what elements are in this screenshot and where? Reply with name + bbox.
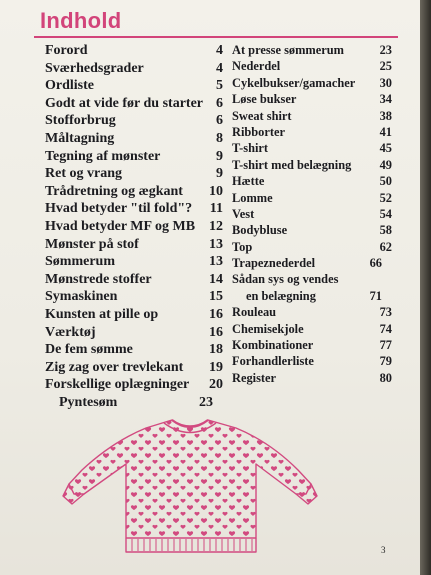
toc-entry-page: 45	[379, 141, 392, 156]
toc-entry	[232, 173, 392, 189]
toc-entry	[45, 60, 223, 78]
toc-entry-page: 5	[216, 78, 223, 94]
toc-entry-label: Ret og vrang	[45, 166, 122, 182]
toc-entry-label: Forord	[45, 43, 88, 58]
toc-entry	[45, 288, 223, 306]
toc-entry-page: 16	[209, 324, 223, 340]
toc-entry-label: Ordliste	[45, 78, 94, 94]
toc-entry-label: Rouleau	[232, 305, 277, 320]
toc-entry-label: De fem sømme	[45, 342, 133, 358]
toc-entry	[45, 341, 223, 359]
toc-entry-label: Lomme	[232, 190, 273, 205]
toc-entry	[232, 157, 392, 173]
toc-entry	[232, 239, 392, 255]
toc-entry-page: 38	[379, 108, 392, 123]
toc-entry-label: Tegning af mønster	[45, 148, 161, 164]
toc-entry-page: 15	[209, 289, 223, 305]
toc-entry-page: 66	[369, 256, 382, 271]
toc-entry	[232, 140, 392, 156]
toc-entry-label: Sweat shirt	[232, 108, 292, 123]
toc-entry-page: 34	[379, 92, 392, 107]
toc-entry-page: 25	[379, 59, 392, 74]
toc-entry	[232, 42, 392, 58]
toc-entry-page: 6	[216, 113, 223, 129]
toc-entry-page: 58	[379, 223, 392, 238]
toc-entry	[232, 288, 392, 304]
toc-entry-page: 9	[216, 166, 223, 182]
toc-entry-label: Ribborter	[232, 124, 285, 139]
toc-entry-label: Hvad betyder "til fold"?	[45, 201, 193, 217]
toc-entry	[232, 321, 392, 337]
toc-entry	[45, 183, 223, 201]
toc-entry-label: Zig zag over trevlekant	[45, 359, 184, 375]
toc-entry-page: 13	[209, 254, 223, 270]
toc-entry-label: Sværhedsgrader	[45, 60, 144, 76]
toc-entry-label: Chemisekjole	[232, 321, 304, 336]
sweater-outline	[63, 420, 317, 552]
toc-entry-page: 23	[199, 394, 213, 410]
toc-entry-label: Mønster på stof	[45, 236, 139, 252]
toc-entry	[45, 165, 223, 183]
toc-entry	[232, 75, 392, 91]
toc-entry	[232, 304, 392, 320]
toc-entry-label: en belægning	[246, 288, 316, 303]
toc-entry-page: 49	[379, 157, 392, 172]
toc-entry	[232, 190, 392, 206]
toc-entry	[45, 306, 223, 324]
toc-entry	[232, 58, 392, 74]
toc-entry-label: Trådretning og ægkant	[45, 183, 183, 199]
toc-entry	[45, 376, 223, 394]
toc-entry-label: Symaskinen	[45, 289, 118, 305]
toc-entry-label: Forskellige oplægninger	[45, 377, 190, 393]
toc-entry-page: 50	[379, 174, 392, 189]
toc-entry-label: Værktøj	[45, 324, 96, 340]
toc-entry-page: 77	[379, 338, 392, 353]
page-number: 3	[381, 545, 386, 555]
toc-entry	[232, 108, 392, 124]
book-spine-shadow	[420, 0, 431, 575]
toc-entry-label: At presse sømmerum	[232, 43, 344, 57]
toc-entry	[45, 359, 223, 377]
toc-entry	[232, 353, 392, 369]
toc-entry-label: Bodybluse	[232, 223, 288, 238]
toc-entry-label: Trapeznederdel	[232, 256, 316, 271]
toc-entry	[45, 324, 223, 342]
toc-right-column	[232, 42, 392, 386]
toc-entry-page: 8	[216, 130, 223, 146]
toc-entry-label: Top	[232, 239, 253, 254]
toc-entry	[45, 236, 223, 254]
toc-entry	[45, 112, 223, 130]
toc-entry	[45, 148, 223, 166]
toc-entry-page: 20	[209, 377, 223, 393]
toc-entry-page: 10	[209, 183, 223, 199]
toc-entry-label: Register	[232, 370, 277, 385]
toc-entry	[45, 271, 223, 289]
toc-left-column	[45, 42, 223, 411]
toc-entry	[45, 130, 223, 148]
toc-entry-label: Sømmerum	[45, 254, 115, 270]
toc-entry-label: Forhandlerliste	[232, 354, 314, 369]
toc-entry-label: T-shirt med belægning	[232, 157, 352, 172]
toc-entry-page: 23	[379, 43, 392, 57]
toc-entry	[232, 222, 392, 238]
toc-entry	[232, 206, 392, 222]
toc-entry-page: 62	[379, 239, 392, 254]
toc-entry-page: 73	[379, 305, 392, 320]
toc-entry-label: T-shirt	[232, 141, 269, 156]
toc-entry-page: 41	[379, 124, 392, 139]
toc-entry-label: Vest	[232, 206, 255, 221]
toc-entry-page: 6	[216, 95, 223, 111]
toc-entry	[232, 370, 392, 386]
toc-entry-label: Hvad betyder MF og MB	[45, 218, 196, 234]
toc-entry-label: Cykelbukser/gamacher	[232, 75, 356, 90]
toc-entry-page: 71	[369, 288, 382, 303]
toc-entry-label: Løse bukser	[232, 92, 297, 107]
toc-entry	[232, 91, 392, 107]
toc-entry-page: 80	[379, 370, 392, 385]
toc-entry-label: Nederdel	[232, 59, 281, 74]
toc-entry	[45, 42, 223, 60]
toc-entry-page: 4	[216, 43, 223, 58]
toc-entry-page: 14	[209, 271, 223, 287]
toc-entry-page: 16	[209, 306, 223, 322]
toc-entry-page: 54	[379, 206, 392, 221]
toc-entry-label: Pyntesøm	[59, 394, 118, 410]
toc-entry-page: 4	[216, 60, 223, 76]
title-rule	[34, 36, 398, 38]
toc-entry-page: 11	[209, 201, 223, 217]
toc-entry	[45, 394, 223, 412]
toc-entry-page: 18	[209, 342, 223, 358]
toc-entry	[45, 200, 223, 218]
toc-entry-page: 74	[379, 321, 392, 336]
toc-entry-label: Sådan sys og vendes	[232, 272, 339, 287]
page-title: Indhold	[40, 8, 122, 33]
toc-entry	[45, 95, 223, 113]
toc-entry-page: 30	[379, 75, 392, 90]
toc-entry	[232, 271, 392, 287]
toc-entry	[232, 337, 392, 353]
toc-entry-page: 79	[379, 354, 392, 369]
toc-entry	[45, 77, 223, 95]
toc-entry-label: Godt at vide før du starter	[45, 95, 203, 111]
toc-entry	[45, 253, 223, 271]
toc-entry-label: Kunsten at pille op	[45, 306, 159, 322]
sweater-icon	[60, 412, 320, 562]
toc-entry-page: 13	[209, 236, 223, 252]
toc-entry-page: 19	[209, 359, 223, 375]
toc-entry-page: 52	[379, 190, 392, 205]
toc-entry	[232, 124, 392, 140]
toc-entry-label: Stofforbrug	[45, 113, 116, 129]
toc-entry-page: 12	[209, 218, 223, 234]
toc-entry	[232, 255, 392, 271]
toc-entry-label: Måltagning	[45, 130, 115, 146]
toc-entry-label: Hætte	[232, 174, 265, 189]
toc-entry-page: 9	[216, 148, 223, 164]
sweater-ribbing	[132, 539, 252, 551]
toc-entry	[45, 218, 223, 236]
toc-entry-label: Kombinationer	[232, 338, 314, 353]
toc-entry-label: Mønstrede stoffer	[45, 271, 152, 287]
